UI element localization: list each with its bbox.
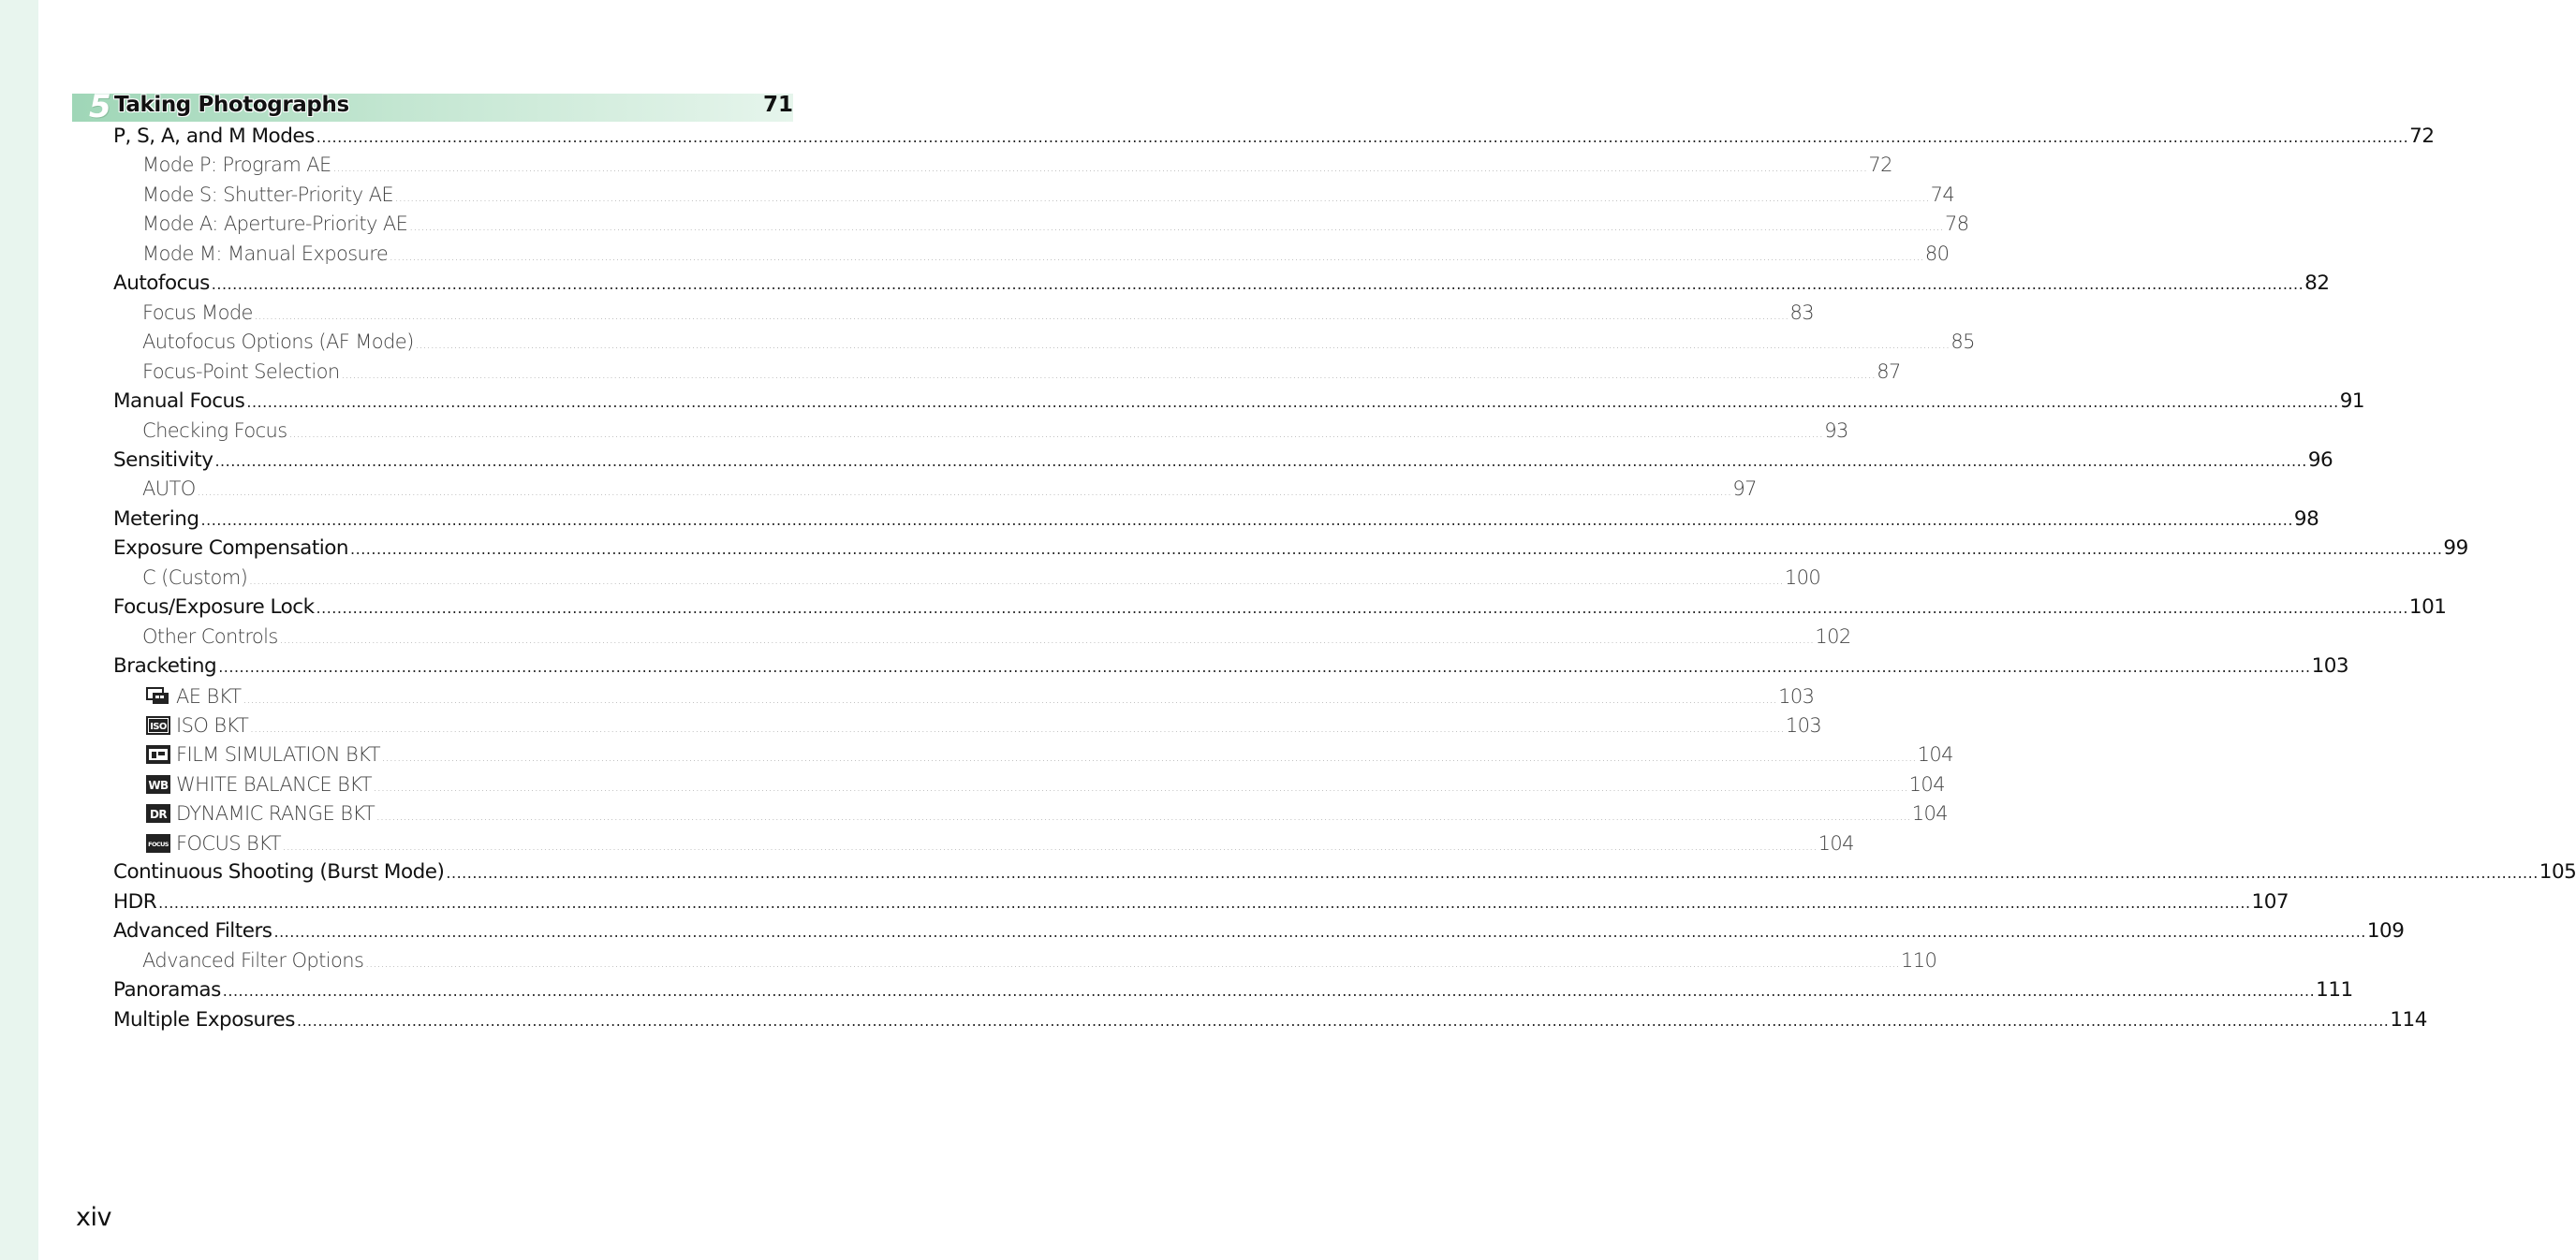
toc-entry-label: HDR (113, 889, 157, 914)
toc-entry-page-number: 72 (1868, 154, 1892, 177)
toc-entry-page-number: 111 (2316, 978, 2353, 1003)
dot-leader: ................................................................................................................................................................................................................................................................................................................................................................................................................ (211, 275, 2304, 294)
toc-entry-page-number: 114 (2390, 1007, 2427, 1032)
dot-leader: ................................................................................................................................................................................................................................................................................................................................................................................................................ (250, 723, 1785, 735)
chapter-title[interactable]: Taking Photographs (114, 93, 349, 117)
toc-subentry[interactable] (142, 565, 1821, 595)
toc-subentry[interactable] (146, 801, 1949, 830)
svg-text:WB: WB (148, 778, 169, 792)
chapter-page-number[interactable]: 71 (762, 93, 793, 117)
toc-entry-label: FILM SIMULATION BKT (176, 743, 380, 767)
toc-subentry[interactable] (142, 477, 1757, 506)
toc-entry-label: Checking Focus (142, 418, 287, 442)
dot-leader: ................................................................................................................................................................................................................................................................................................................................................................................................................ (365, 957, 1900, 970)
toc-subentry[interactable] (142, 948, 1937, 978)
toc-entry-label: Other Controls (142, 624, 278, 648)
dot-leader: ................................................................................................................................................................................................................................................................................................................................................................................................................ (374, 781, 1908, 794)
toc-entry-label: Focus Mode (142, 300, 253, 324)
toc-entry[interactable] (113, 889, 2289, 919)
toc-entry[interactable] (113, 654, 2349, 683)
toc-entry-page-number: 82 (2304, 271, 2330, 296)
toc-entry-label: Advanced Filter Options (142, 948, 364, 972)
toc-entry-page-number: 97 (1732, 477, 1757, 501)
toc-entry-label: WHITE BALANCE BKT (176, 772, 373, 796)
toc-entry[interactable] (113, 506, 2319, 536)
toc-subentry[interactable] (146, 831, 1854, 860)
dot-leader: ................................................................................................................................................................................................................................................................................................................................................................................................................ (395, 191, 1930, 204)
dot-leader: ................................................................................................................................................................................................................................................................................................................................................................................................................ (415, 339, 1950, 352)
dot-leader: ................................................................................................................................................................................................................................................................................................................................................................................................................ (282, 840, 1818, 853)
toc-entry-page-number: 78 (1945, 212, 1969, 236)
toc-entry[interactable] (113, 447, 2333, 477)
dot-leader: ................................................................................................................................................................................................................................................................................................................................................................................................................ (446, 864, 2539, 883)
ae-bkt-icon (146, 687, 170, 706)
toc-entry-label: Advanced Filters (113, 919, 272, 944)
toc-entry-label: AUTO (142, 477, 196, 501)
dot-leader: ................................................................................................................................................................................................................................................................................................................................................................................................................ (409, 221, 1944, 234)
toc-entry[interactable] (113, 271, 2330, 300)
toc-entry-page-number: 83 (1789, 300, 1815, 324)
dot-leader: ................................................................................................................................................................................................................................................................................................................................................................................................................ (246, 393, 2339, 412)
toc-entry[interactable] (113, 860, 2576, 889)
toc-entry-page-number: 72 (2409, 125, 2435, 148)
toc-entry-page-number: 74 (1930, 183, 1955, 206)
film-simulation-bkt-icon (146, 745, 170, 764)
toc-subentry[interactable] (142, 300, 1815, 330)
toc-entry-page-number: 96 (2307, 447, 2333, 472)
toc-entry[interactable] (113, 978, 2353, 1007)
toc-entry-page-number: 91 (2339, 389, 2365, 414)
toc-entry-page-number: 93 (1824, 418, 1848, 442)
dot-leader: ................................................................................................................................................................................................................................................................................................................................................................................................................ (273, 923, 2366, 942)
toc-entry-page-number: 105 (2539, 860, 2576, 885)
toc-entry-label: Sensitivity (113, 447, 213, 472)
toc-entry[interactable] (113, 595, 2447, 624)
dot-leader: ................................................................................................................................................................................................................................................................................................................................................................................................................ (279, 633, 1815, 646)
toc-entry-page-number: 98 (2293, 506, 2319, 531)
toc-entry-page-number: 104 (1908, 772, 1945, 796)
dot-leader: ................................................................................................................................................................................................................................................................................................................................................................................................................ (158, 893, 2251, 912)
toc-entry-page-number: 103 (2311, 654, 2349, 679)
toc-entry-label: Focus/Exposure Lock (113, 595, 315, 620)
toc-entry[interactable] (113, 919, 2405, 948)
chapter-number: 5 (89, 88, 111, 125)
toc-subentry[interactable] (142, 359, 1901, 389)
toc-entry-label: DYNAMIC RANGE BKT (176, 802, 375, 826)
side-strip (0, 0, 38, 1260)
dot-leader: ................................................................................................................................................................................................................................................................................................................................................................................................................ (214, 451, 2307, 470)
toc-entry-label: C (Custom) (142, 565, 248, 589)
dot-leader: ................................................................................................................................................................................................................................................................................................................................................................................................................ (218, 658, 2311, 677)
toc-entry-page-number: 104 (1911, 802, 1949, 826)
toc-entry-label: P, S, A, and M Modes (113, 125, 315, 148)
toc-entry-page-number: 99 (2443, 536, 2468, 561)
toc-entry-page-number: 87 (1877, 359, 1901, 383)
toc-entry-page-number: 103 (1778, 684, 1815, 708)
toc-entry-label: AE BKT (176, 684, 242, 708)
dynamic-range-bkt-icon (146, 804, 170, 823)
white-balance-bkt-icon (146, 775, 170, 794)
toc-entry-page-number: 85 (1950, 330, 1975, 354)
svg-text:DR: DR (149, 808, 168, 822)
toc-subentry[interactable] (146, 713, 1822, 742)
svg-text:ISO: ISO (150, 722, 167, 732)
dot-leader: ................................................................................................................................................................................................................................................................................................................................................................................................................ (200, 510, 2293, 529)
dot-leader: ................................................................................................................................................................................................................................................................................................................................................................................................................ (296, 1011, 2390, 1030)
dot-leader: ................................................................................................................................................................................................................................................................................................................................................................................................................ (316, 128, 2409, 146)
toc-entry[interactable] (113, 125, 2435, 154)
toc-entry-label: Bracketing (113, 654, 217, 679)
toc-entry-label: Autofocus (113, 271, 210, 296)
dot-leader: ................................................................................................................................................................................................................................................................................................................................................................................................................ (243, 693, 1778, 706)
toc-subentry[interactable] (146, 772, 1945, 801)
toc-entry-label: ISO BKT (176, 714, 249, 737)
toc-entry[interactable] (113, 1007, 2427, 1037)
toc-entry-page-number: 100 (1784, 565, 1821, 589)
toc-subentry[interactable] (142, 154, 1892, 183)
toc-subentry[interactable] (142, 624, 1851, 654)
dot-leader: ................................................................................................................................................................................................................................................................................................................................................................................................................ (350, 540, 2443, 559)
toc-entry-page-number: 104 (1917, 743, 1953, 767)
toc-entry-label: Autofocus Options (AF Mode) (142, 330, 414, 354)
toc-entry-page-number: 103 (1785, 714, 1822, 737)
dot-leader: ................................................................................................................................................................................................................................................................................................................................................................................................................ (222, 982, 2316, 1001)
dot-leader: ................................................................................................................................................................................................................................................................................................................................................................................................................ (332, 162, 1868, 175)
toc-entry-page-number: 109 (2366, 919, 2405, 944)
toc-entry-label: Mode M: Manual Exposure (142, 242, 389, 265)
iso-bkt-icon (146, 716, 170, 735)
footer-page-number: xiv (76, 1203, 111, 1232)
toc-entry-label: Mode P: Program AE (142, 154, 331, 177)
toc-entry-label: Manual Focus (113, 389, 245, 414)
dot-leader: ................................................................................................................................................................................................................................................................................................................................................................................................................ (249, 574, 1784, 587)
toc-entry-page-number: 101 (2408, 595, 2447, 620)
dot-leader: ................................................................................................................................................................................................................................................................................................................................................................................................................ (254, 309, 1789, 322)
toc-subentry[interactable] (142, 330, 1975, 359)
toc-subentry[interactable] (146, 742, 1953, 771)
focus-bkt-icon (146, 834, 170, 853)
toc-entry-label: Panoramas (113, 978, 221, 1003)
toc-entry-page-number: 104 (1818, 831, 1854, 855)
dot-leader: ................................................................................................................................................................................................................................................................................................................................................................................................................ (197, 486, 1732, 499)
toc-subentry[interactable] (142, 418, 1848, 448)
toc-subentry[interactable] (142, 242, 1950, 271)
toc-entry-label: Multiple Exposures (113, 1007, 295, 1032)
dot-leader: ................................................................................................................................................................................................................................................................................................................................................................................................................ (316, 599, 2408, 618)
dot-leader: ................................................................................................................................................................................................................................................................................................................................................................................................................ (376, 811, 1911, 824)
dot-leader: ................................................................................................................................................................................................................................................................................................................................................................................................................ (341, 368, 1877, 381)
dot-leader: ................................................................................................................................................................................................................................................................................................................................................................................................................ (381, 752, 1917, 765)
toc-entry-label: Mode A: Aperture-Priority AE (142, 212, 408, 236)
toc-entry-page-number: 80 (1924, 242, 1950, 265)
dot-leader: ................................................................................................................................................................................................................................................................................................................................................................................................................ (390, 250, 1924, 263)
dot-leader: ................................................................................................................................................................................................................................................................................................................................................................................................................ (288, 427, 1824, 440)
toc-subentry[interactable] (142, 212, 1969, 242)
toc-entry-label: Exposure Compensation (113, 536, 349, 561)
toc-entry-page-number: 102 (1815, 624, 1851, 648)
toc-subentry[interactable] (146, 684, 1815, 713)
toc-entry-label: Continuous Shooting (Burst Mode) (113, 860, 445, 885)
svg-text:FOCUS: FOCUS (148, 840, 169, 848)
toc-entry-label: Focus-Point Selection (142, 359, 340, 383)
toc-entry-label: Metering (113, 506, 199, 531)
toc-subentry[interactable] (142, 183, 1955, 212)
toc-entry-page-number: 110 (1900, 948, 1937, 972)
toc-entry-label: FOCUS BKT (176, 831, 281, 855)
toc-entry[interactable] (113, 536, 2468, 565)
toc-entry-label: Mode S: Shutter-Priority AE (142, 183, 394, 206)
toc-entry-page-number: 107 (2251, 889, 2289, 914)
toc-entry[interactable] (113, 389, 2365, 418)
